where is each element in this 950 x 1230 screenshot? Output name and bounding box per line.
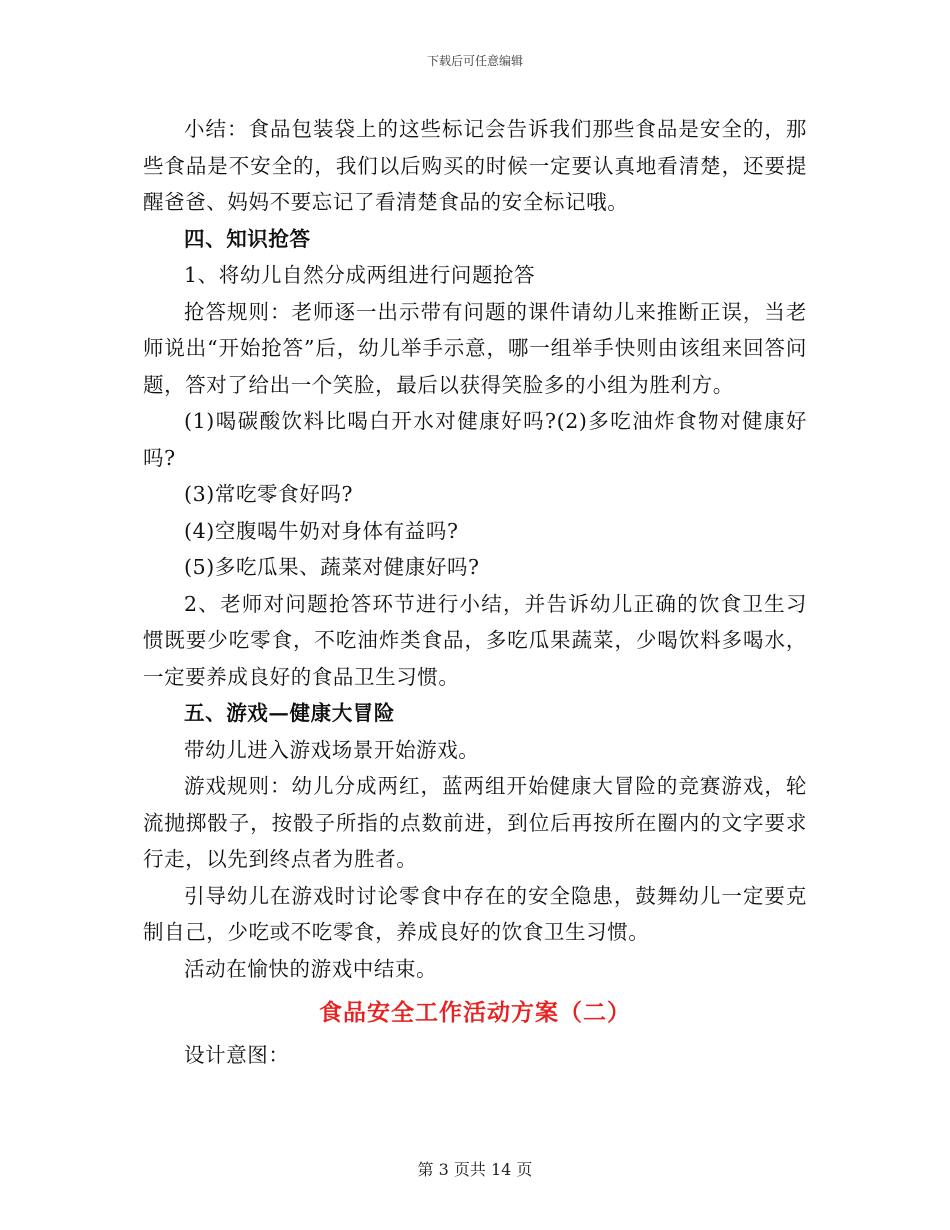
summary-paragraph: 小结：食品包装袋上的这些标记会告诉我们那些食品是安全的，那些食品是不安全的，我们以后购买的时候一定要认真地看清楚，还要提醒爸爸、妈妈不要忘记了看清楚食品的安全标记哦。 — [143, 117, 807, 214]
plan-two-title: 食品安全工作活动方案（二） — [319, 999, 631, 1026]
section-heading-quiz: 四、知识抢答 — [184, 226, 311, 251]
document-body — [143, 111, 807, 1074]
game-intro-paragraph: 带幼儿进入游戏场景开始游戏。 — [184, 737, 480, 762]
page-footer: 第 3 页共 14 页 — [417, 1160, 533, 1179]
quiz-question-3: (3)常吃零食好吗? — [184, 482, 354, 506]
quiz-question-4: (4)空腹喝牛奶对身体有益吗? — [184, 518, 459, 543]
section-heading-game: 五、游戏—健康大冒险 — [184, 701, 395, 725]
game-rules-paragraph: 游戏规则：幼儿分成两红，蓝两组开始健康大冒险的竞赛游戏，轮流抛掷骰子，按骰子所指的点数前进，到位后再按所在圈内的文字要求行走，以先到终点者为胜者。 — [143, 774, 807, 871]
quiz-question-1-2: (1)喝碳酸饮料比喝白开水对健康好吗?(2)多吃油炸食物对健康好吗? — [143, 409, 807, 470]
design-intent-label: 设计意图： — [184, 1043, 290, 1067]
quiz-step-1: 1、将幼儿自然分成两组进行问题抢答 — [184, 263, 536, 287]
quiz-question-5: (5)多吃瓜果、蔬菜对健康好吗? — [184, 555, 480, 579]
game-guidance-paragraph: 引导幼儿在游戏时讨论零食中存在的安全隐患，鼓舞幼儿一定要克制自己，少吃或不吃零食，养成良好的饮食卫生习惯。 — [143, 883, 807, 944]
activity-end-paragraph: 活动在愉快的游戏中结束。 — [184, 956, 438, 981]
quiz-rules-paragraph: 抢答规则：老师逐一出示带有问题的课件请幼儿来推断正误，当老师说出“开始抢答”后，幼儿举手示意，哪一组举手快则由该组来回答问题，答对了给出一个笑脸，最后以获得笑脸多的小组为胜利方。 — [143, 299, 807, 397]
page-header: 下载后可任意编辑 — [426, 54, 523, 68]
quiz-step-2: 2、老师对问题抢答环节进行小结，并告诉幼儿正确的饮食卫生习惯既要少吃零食，不吃油炸类食品，多吃瓜果蔬菜，少喝饮料多喝水，一定要养成良好的食品卫生习惯。 — [143, 591, 807, 689]
